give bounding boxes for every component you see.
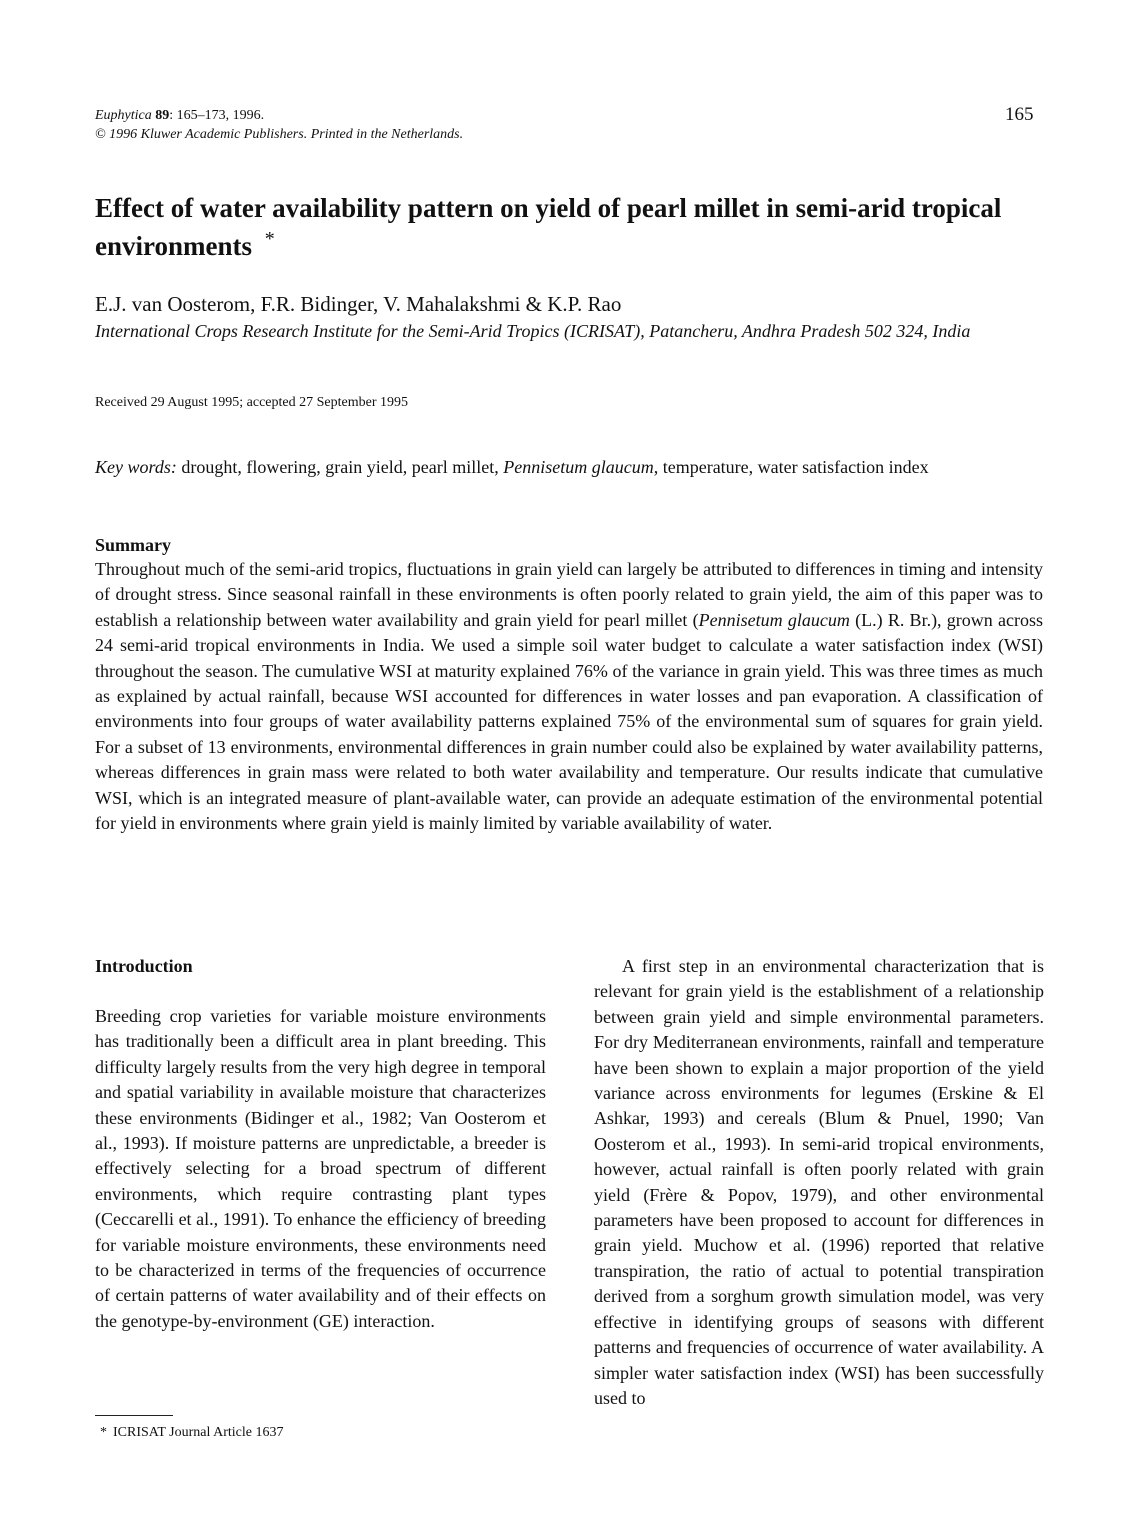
summary-text-b: (L.) R. Br.), grown across 24 semi-arid tropical environments in India. We used a simple soil water budget to calculate a water satisfaction index (WSI) throughout the season. The cumulative WSI at maturity explained 76% of the variance in grain yield. This was three times as much as explained by actual rainfall, because WSI accounted for differences in water losses and pan evaporation. A classification of environments into four groups of water availability patterns explained 75% of the environmental sum of squares for grain yield. For a subset of 13 environments, environmental differences in grain number could also be explained by water availability patterns, whereas differences in grain mass were related to both water availability and temperature. Our results indicate that cumulative WSI, which is an integrated measure of plant-available water, can provide an adequate estimation of the environmental potential for yield in environments where grain yield is mainly limited by variable availability of water. [95, 609, 1044, 834]
keywords-species: Pennisetum glaucum [503, 457, 654, 477]
keywords-part-b: , temperature, water satisfaction index [653, 457, 929, 477]
title-footnote-marker: * [264, 228, 275, 250]
summary-heading: Summary [95, 535, 171, 555]
journal-citation [95, 106, 463, 144]
footnote-text: ICRISAT Journal Article 1637 [113, 1425, 284, 1440]
introduction-heading: Introduction [95, 956, 193, 976]
title-text: Effect of water availability pattern on yield of pearl millet in semi-arid tropical environments [95, 193, 1002, 261]
journal-line [95, 106, 463, 125]
summary-text-a: Throughout much of the semi-arid tropics, fluctuations in grain yield can largely be attributed to differences in timing and intensity of drought stress. Since seasonal rainfall in these environments is often poorly related to grain yield, the aim of this paper was to establish a relationship between water availability and grain yield for pearl millet ( [95, 559, 1043, 630]
summary-text [95, 557, 1043, 836]
introduction-paragraph-1: Breeding crop varieties for variable moisture environments has traditionally been a difficult area in plant breeding. This difficulty largely results from the very high degree in temporal and spatial variability in available moisture that characterizes these environments (Bidinger et al., 1982; Van Oosterom et al., 1993). If moisture patterns are unpredictable, a breeder is effectively selecting for a broad spectrum of different environments, which require contrasting plant types (Ceccarelli et al., 1991). To enhance the efficiency of breeding for variable moisture environments, these environments need to be characterized in terms of the frequencies of occurrence of certain patterns of water availability and of their effects on the genotype-by-environment (GE) interaction. [95, 1006, 546, 1331]
footnote [100, 1425, 283, 1441]
keywords-label: Key words: [95, 457, 177, 477]
summary-species: Pennisetum glaucum [698, 609, 850, 630]
page-number: 165 [1005, 104, 1034, 125]
copyright-line: © 1996 Kluwer Academic Publishers. Printed in the Netherlands. [95, 127, 464, 142]
introduction-column-2 [594, 954, 1044, 1411]
author-list: E.J. van Oosterom, F.R. Bidinger, V. Mahalakshmi & K.P. Rao [95, 292, 622, 316]
introduction-column-1 [95, 1004, 546, 1334]
journal-volume: 89 [155, 108, 170, 123]
introduction-paragraph-2: A first step in an environmental characterization that is relevant for grain yield is the establishment of a relationship between grain yield and simple environmental parameters. For dry Mediterranean environments, rainfall and temperature have been shown to explain a major proportion of the yield variance across environments for legumes (Erskine & El Ashkar, 1993) and cereals (Blum & Pnuel, 1990; Van Oosterom et al., 1993). In semi-arid tropical environments, however, actual rainfall is often poorly related with grain yield (Frère & Popov, 1979), and other environmental parameters have been proposed to account for differences in grain yield. Muchow et al. (1996) reported that relative transpiration, the ratio of actual to potential transpiration derived from a sorghum growth simulation model, was very effective in identifying groups of seasons with different patterns and frequencies of occurrence of water availability. A simpler water satisfaction index (WSI) has been successfully used to [594, 956, 1044, 1408]
footnote-marker: * [100, 1425, 107, 1440]
affiliation: International Crops Research Institute for the Semi-Arid Tropics (ICRISAT), Patancheru, Andhra Pradesh 502 324, India [95, 321, 971, 341]
article-title [95, 193, 1055, 262]
journal-pages: : 165–173, 1996. [169, 108, 265, 123]
received-date: Received 29 August 1995; accepted 27 September 1995 [95, 395, 408, 410]
keywords-part-a: drought, flowering, grain yield, pearl millet, [176, 457, 504, 477]
footnote-rule [95, 1415, 173, 1416]
keywords [95, 457, 1055, 478]
journal-name: Euphytica [95, 108, 152, 123]
